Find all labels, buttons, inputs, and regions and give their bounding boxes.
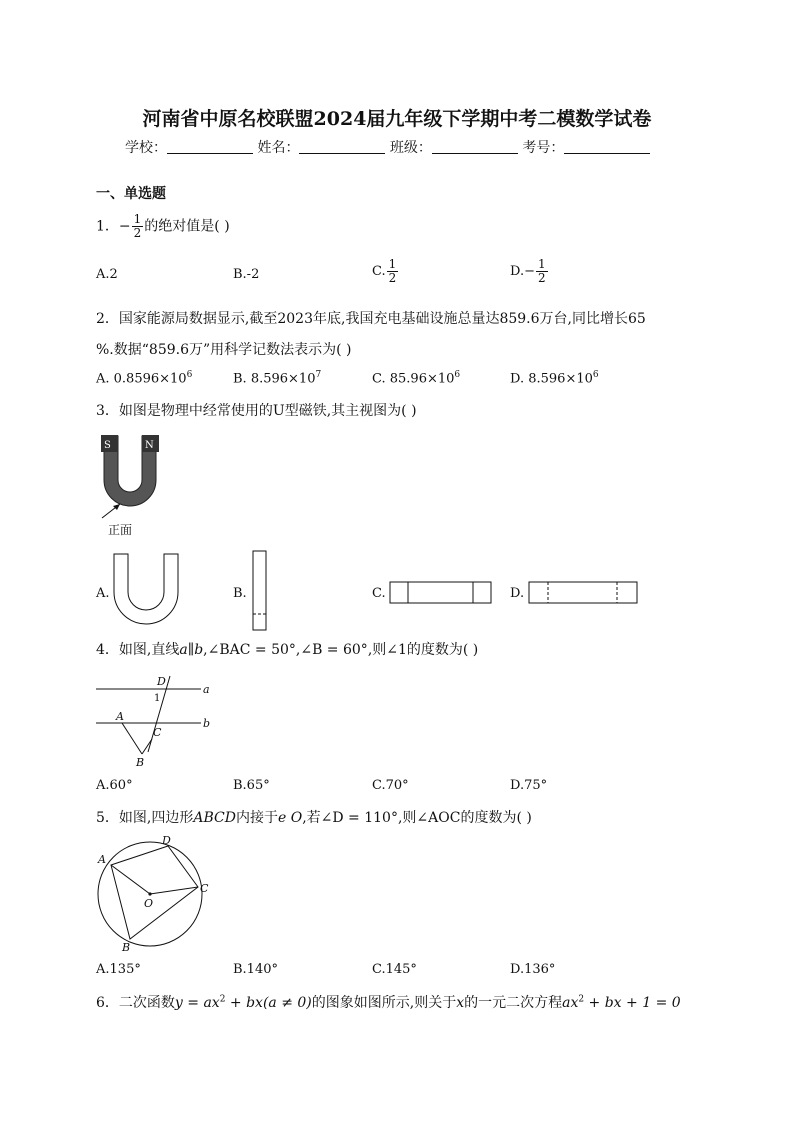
q4-stem-pre: 如图,直线 <box>118 642 180 658</box>
q1-c-den: 2 <box>388 271 397 285</box>
q1-frac-den: 2 <box>133 226 142 240</box>
q5-option-d[interactable]: D.136° <box>510 962 556 977</box>
center-o-point <box>148 892 151 895</box>
q2-c-text: C. 85.96×10 <box>372 371 455 387</box>
label-1: 1 <box>154 693 161 704</box>
q2-b-exp: 7 <box>315 370 322 380</box>
magnet-n-label: N <box>145 440 154 451</box>
q3-number: 3． <box>96 403 119 419</box>
student-info-line <box>125 137 650 157</box>
q6-func-exp: 2 <box>219 994 226 1005</box>
q2-line1: 国家能源局数据显示,截至2023年底,我国充电基础设施总量达859.6万台,同比增长65 <box>118 311 646 327</box>
q4-stem-ab: a∥b <box>179 642 204 658</box>
school-blank[interactable] <box>167 139 253 154</box>
question-4 <box>96 639 478 659</box>
q6-stem-mid: 的图象如图所示,则关于 <box>311 995 457 1011</box>
q1-stem: 的绝对值是( ) <box>144 218 230 235</box>
section-title: 一、单选题 <box>96 186 166 202</box>
q5-stem-pre: 如图,四边形 <box>118 810 194 826</box>
q2-option-c[interactable] <box>372 370 460 386</box>
q3-stem: 如图是物理中经常使用的U型磁铁,其主视图为( ) <box>118 403 417 419</box>
q1-number: 1． <box>96 218 119 235</box>
q6-eq: ax <box>562 995 579 1011</box>
q1-frac-num: 1 <box>133 212 142 226</box>
q1-option-a[interactable]: A.2 <box>96 267 118 282</box>
label-line-a: a <box>203 683 210 696</box>
q4-stem-mid: ,∠BAC = 50°,∠B = 60° <box>203 642 368 658</box>
label-a: A <box>98 853 106 866</box>
class-blank[interactable] <box>432 139 518 154</box>
q4-option-d[interactable]: D.75° <box>510 778 548 793</box>
label-line-b: b <box>203 717 211 730</box>
q3-option-a-label[interactable]: A. <box>96 586 110 601</box>
exam-no-blank[interactable] <box>564 139 650 154</box>
q3-option-b-figure[interactable] <box>252 550 268 632</box>
q1-d-prefix: D.− <box>510 264 535 279</box>
q1-c-fraction <box>387 258 399 285</box>
q1-d-num: 1 <box>537 257 546 271</box>
segment-bc <box>142 739 152 754</box>
question-3 <box>96 400 417 420</box>
question-2 <box>96 308 646 328</box>
q3-magnet-figure <box>96 430 176 540</box>
q1-c-num: 1 <box>388 257 397 271</box>
q6-func: y = ax <box>174 995 220 1011</box>
q3-option-d-label[interactable]: D. <box>510 586 525 601</box>
class-label: 班级： <box>389 140 432 156</box>
question-6 <box>96 992 681 1012</box>
q1-d-den: 2 <box>537 271 546 285</box>
q3-option-a-figure[interactable] <box>112 552 180 630</box>
q5-option-a[interactable]: A.135° <box>96 962 141 977</box>
segment-ab <box>122 723 142 754</box>
q4-option-a[interactable]: A.60° <box>96 778 133 793</box>
label-b: B <box>122 941 131 954</box>
label-b: B <box>136 756 145 769</box>
name-label: 姓名： <box>257 140 300 156</box>
q3-option-c-label[interactable]: C. <box>372 586 386 601</box>
q6-stem-pre: 二次函数 <box>118 995 175 1011</box>
label-o: O <box>144 897 154 910</box>
q5-stem-mid: 内接于 <box>235 810 278 826</box>
q2-b-text: B. 8.596×10 <box>233 371 316 387</box>
quadrilateral-abcd <box>111 846 198 939</box>
q3-option-b-label[interactable]: B. <box>233 586 247 601</box>
q3-option-d-figure[interactable] <box>528 581 640 605</box>
q2-option-d[interactable] <box>510 370 599 386</box>
q1-c-prefix: C. <box>372 264 386 279</box>
q2-a-exp: 6 <box>186 370 193 380</box>
q4-number: 4． <box>96 642 119 658</box>
q2-c-exp: 6 <box>454 370 461 380</box>
question-5 <box>96 807 532 827</box>
q6-stem-mid2: 的一元二次方程 <box>464 995 563 1011</box>
question-1 <box>96 213 230 240</box>
q4-stem-post: ,则∠1的度数为( ) <box>367 642 479 658</box>
q5-stem-post: ,则∠AOC的度数为( ) <box>397 810 532 826</box>
q5-option-b[interactable]: B.140° <box>233 962 278 977</box>
exam-no-label: 考号： <box>522 140 565 156</box>
q4-option-b[interactable]: B.65° <box>233 778 270 793</box>
q5-stem-abcd: ABCD <box>193 810 236 826</box>
label-d: D <box>162 834 171 847</box>
q2-d-exp: 6 <box>592 370 599 380</box>
label-c: C <box>153 726 162 739</box>
q2-line2: %.数据“859.6万”用科学记数法表示为( ) <box>96 342 352 358</box>
q3-option-c-figure[interactable] <box>389 581 493 605</box>
q6-func-post: + bx(a ≠ 0) <box>225 995 312 1011</box>
label-a: A <box>116 710 124 723</box>
page-title: 河南省中原名校联盟2024届九年级下学期中考二模数学试卷 <box>142 108 652 130</box>
q1-d-fraction <box>536 258 548 285</box>
q1-minus: − <box>118 218 131 235</box>
q2-d-text: D. 8.596×10 <box>510 371 593 387</box>
name-blank[interactable] <box>299 139 385 154</box>
q1-option-b[interactable]: B.-2 <box>233 267 260 282</box>
q5-circle-figure <box>94 835 214 955</box>
q5-stem-cond: ,若∠D = 110° <box>302 810 398 826</box>
q1-fraction <box>132 213 144 240</box>
magnet-s-label: S <box>104 440 111 451</box>
q6-number: 6． <box>96 995 119 1011</box>
q6-var-x: x <box>456 995 465 1011</box>
q2-a-text: A. 0.8596×10 <box>96 371 187 387</box>
q2-option-b[interactable] <box>233 370 321 386</box>
school-label: 学校： <box>125 140 167 156</box>
q4-parallel-lines-figure <box>96 672 216 772</box>
q5-number: 5． <box>96 810 119 826</box>
q6-eq-exp: 2 <box>578 994 585 1005</box>
q1-option-c[interactable] <box>372 258 399 285</box>
q5-stem-circle: e O <box>277 810 303 826</box>
q6-eq-post: + bx + 1 = 0 <box>584 995 681 1011</box>
q1-option-d[interactable] <box>510 258 549 285</box>
front-label: 正面 <box>108 523 133 537</box>
q2-option-a[interactable] <box>96 370 192 386</box>
q2-number: 2． <box>96 311 119 327</box>
q4-option-c[interactable]: C.70° <box>372 778 409 793</box>
label-d: D <box>157 675 166 688</box>
q5-option-c[interactable]: C.145° <box>372 962 417 977</box>
label-c: C <box>200 882 209 895</box>
